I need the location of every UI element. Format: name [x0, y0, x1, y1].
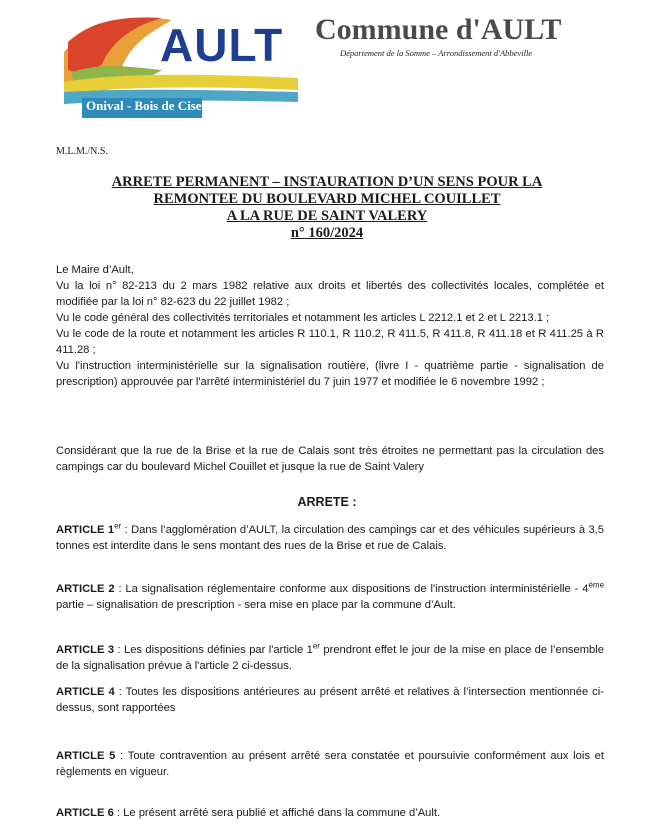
article-6 [56, 805, 604, 821]
logo-subtitle: Onival - Bois de Cise [86, 98, 202, 113]
preamble [56, 262, 604, 390]
article-2-sup: ème [588, 580, 605, 590]
preamble-line: Vu le code général des collectivités territoriales et notamment les articles L 2212.1 et 2 et L 2213.1 ; [56, 312, 550, 324]
title-number: n° 160/2024 [290, 225, 364, 241]
arrete-heading: ARRETE : [297, 495, 357, 509]
department-line: Département de la Somme – Arrondissement d'Abbeville [340, 48, 533, 58]
preamble-line: Vu le code de la route et notamment les articles R 110.1, R 110.2, R 411.5, R 411.8, R 411.18 et R 411.25 à R 411.28 ; [56, 328, 604, 356]
considerant: Considérant que la rue de la Brise et la rue de Calais sont très étroites ne permettant pas la circulation des campings car du boulevard Michel Couillet et jusque la rue de Saint Valery [56, 445, 604, 473]
title-line-3: A LA RUE DE SAINT VALERY [226, 208, 428, 224]
reference-initials: M.L.M./N.S. [56, 146, 108, 157]
article-3-text-b: prendront effet le jour de la mise en place de l’ensemble de la signalisation prévue à l'article 2 ci-dessus. [56, 644, 604, 672]
article-1 [56, 522, 604, 554]
article-1-text: : Dans l’agglomération d’AULT, la circulation des campings car et des véhicules supérieurs à 3,5 tonnes est interdite dans le sens montant des rues de la Brise et rue de Calais. [56, 524, 605, 552]
preamble-line: Vu la loi n° 82-213 du 2 mars 1982 relative aux droits et libertés des collectivités locales, complétée et modifiée par la loi n° 82-623 du 22 juillet 1982 ; [56, 280, 604, 308]
preamble-line: Vu l'instruction interministérielle sur la signalisation routière, (livre I - quatrième partie - signalisation de prescription) approuvée par l'arrêté interministériel du 7 juin 1977 et modifiée le 6 novembre 1992 ; [56, 360, 604, 388]
article-6-label: ARTICLE 6 [56, 807, 114, 819]
article-4-label: ARTICLE 4 [56, 686, 115, 698]
article-3-sup: er [312, 641, 320, 651]
article-3-text-a: : Les dispositions définies par l'article 1 [114, 644, 313, 656]
article-3 [56, 642, 604, 674]
article-3-label: ARTICLE 3 [56, 644, 115, 656]
title-line-2: REMONTEE DU BOULEVARD MICHEL COUILLET [153, 191, 501, 207]
preamble-line: Le Maire d’Ault, [56, 264, 134, 276]
article-4 [56, 684, 604, 716]
article-5-label: ARTICLE 5 [56, 750, 116, 762]
article-5 [56, 748, 604, 780]
article-4-text: : Toutes les dispositions antérieures au présent arrêté et relatives à l’intersection mentionnée ci-dessus, sont rapportées [56, 686, 604, 714]
article-2-text-b: partie – signalisation de prescription - sera mise en place par la commune d’Ault. [56, 599, 456, 611]
article-1-label: ARTICLE 1 [56, 524, 115, 536]
article-5-text: : Toute contravention au présent arrêté sera constatée et poursuivie conformément aux lois et règlements en vigueur. [56, 750, 604, 778]
article-2-label: ARTICLE 2 [56, 583, 115, 595]
article-6-text: : Le présent arrêté sera publié et affiché dans la commune d’Ault. [113, 807, 441, 819]
title-line-1: ARRETE PERMANENT – INSTAURATION D’UN SENS POUR LA [111, 174, 543, 190]
logo-wordmark: AULT [160, 19, 284, 71]
article-2 [56, 581, 604, 613]
document-title [0, 174, 654, 242]
article-1-sup: er [114, 521, 122, 531]
commune-title: Commune d'AULT [315, 13, 562, 46]
article-2-text-a: : La signalisation réglementaire conforme aux dispositions de l'instruction interministérielle - 4 [114, 583, 589, 595]
